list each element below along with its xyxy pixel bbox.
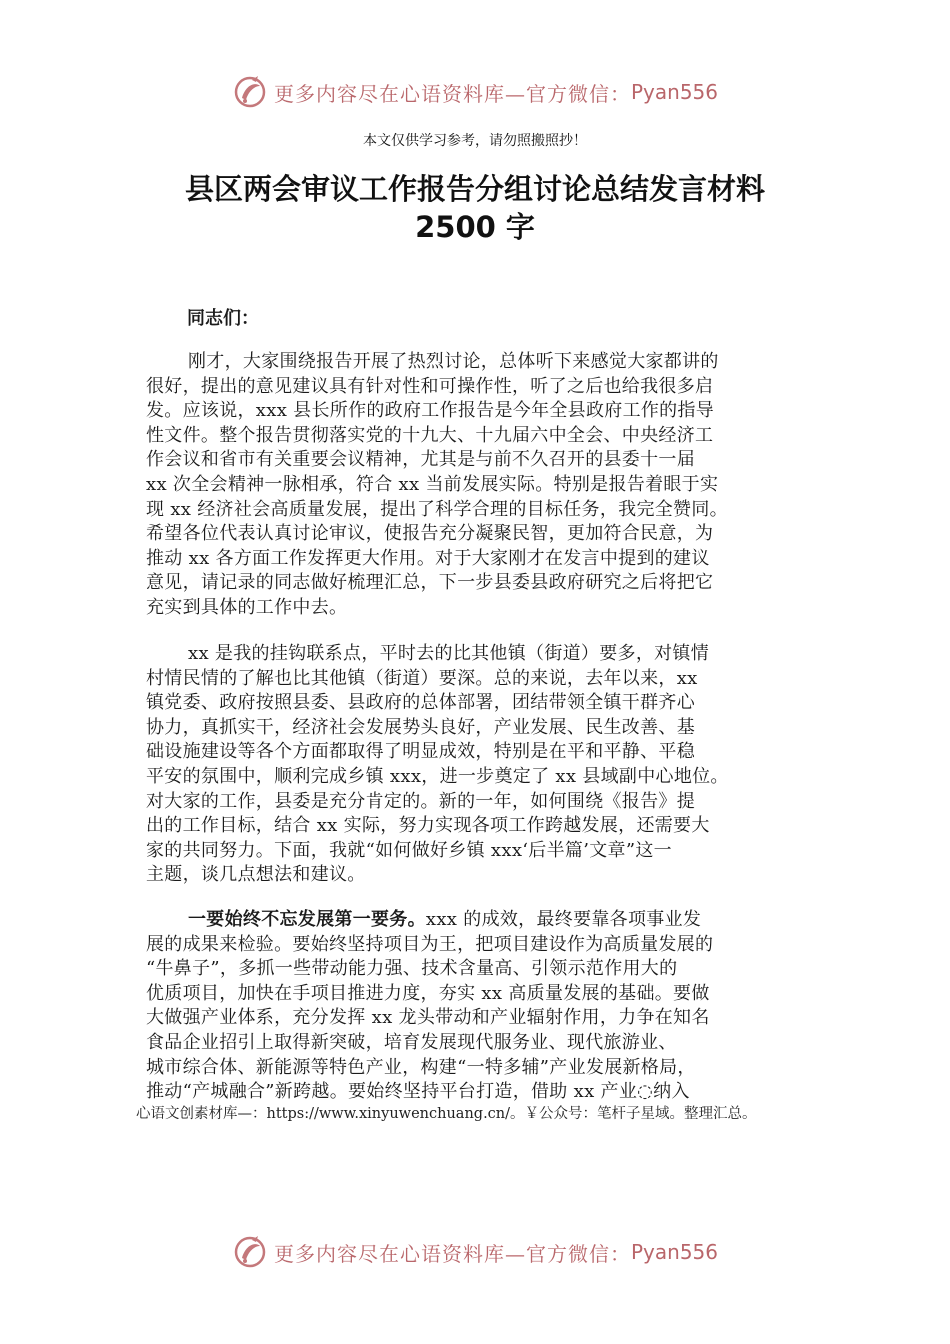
title-line-1: 县区两会审议工作报告分组讨论总结发言材料 (184, 172, 765, 206)
text-line: 食品企业招引上取得新突破，培育发展现代服务业、现代旅游业、 (146, 1031, 677, 1053)
text-line: 优质项目，加快在手项目推进力度，夯实 xx 高质量发展的基础。要做 (146, 982, 710, 1004)
section-heading: 一要始终不忘发展第一要务。 (188, 909, 426, 930)
text-line: 意见，请记录的同志做好梳理汇总，下一步县委县政府研究之后将把它 (146, 572, 714, 594)
salutation: 同志们： (187, 308, 259, 329)
bottom-banner (0, 1232, 950, 1272)
text-line: xx 次全会精神一脉相承，符合 xx 当前发展实际。特别是报告着眼于实 (146, 473, 719, 495)
text-line: 平安的氛围中，顺利完成乡镇 xxx，进一步奠定了 xx 县域副中心地位。 (146, 765, 729, 787)
text-line (146, 908, 806, 933)
paragraph-1 (146, 350, 806, 621)
text-line: “牛鼻子”，多抓一些带动能力强、技术含量高、引领示范作用大的 (146, 958, 678, 980)
text-line: 现 xx 经济社会高质量发展，提出了科学合理的目标任务，我完全赞同。 (146, 498, 728, 520)
source-line: 心语文创素材库—：https://www.xinyuwenchuang.cn/。￥公众号：笔杆子星域。整理汇总。 (136, 1106, 757, 1122)
text-line: 展的成果来检验。要始终坚持项目为王，把项目建设作为高质量发展的 (146, 933, 714, 955)
text-line: 性文件。整个报告贯彻落实党的十九大、十九届六中全会、中央经济工 (146, 424, 714, 446)
banner-text: 更多内容尽在心语资料库—官方微信： (273, 1241, 631, 1266)
paragraph-3 (146, 908, 806, 1105)
paragraph-2 (146, 642, 806, 888)
text-line: 镇党委、政府按照县委、县政府的总体部署，团结带领全镇干群齐心 (146, 692, 695, 714)
text-line: 刚才，大家围绕报告开展了热烈讨论，总体听下来感觉大家都讲的 (188, 351, 719, 372)
text-fragment: xxx 的成效，最终要靠各项事业发 (425, 909, 702, 930)
text-line: 主题，谈几点想法和建议。 (146, 864, 366, 886)
text-line: 础设施建设等各个方面都取得了明显成效，特别是在平和平静、平稳 (146, 741, 695, 763)
banner-text: 更多内容尽在心语资料库—官方微信： (273, 81, 631, 106)
top-banner (0, 72, 950, 112)
text-line: 出的工作目标，结合 xx 实际，努力实现各项工作跨越发展，还需要大 (146, 815, 710, 837)
text-line: 大做强产业体系，充分发挥 xx 龙头带动和产业辐射作用，力争在知名 (146, 1007, 710, 1029)
text-line: xx 是我的挂钩联系点，平时去的比其他镇（街道）要多，对镇情 (188, 643, 710, 664)
document-title (0, 170, 950, 246)
text-line: 城市综合体、新能源等特色产业，构建“一特多辅”产业发展新格局， (146, 1056, 696, 1078)
text-line: 很好，提出的意见建议具有针对性和可操作性，听了之后也给我很多启 (146, 375, 714, 397)
text-line: 希望各位代表认真讨论审议，使报告充分凝聚民智，更加符合民意，为 (146, 523, 714, 545)
text-line: 村情民情的了解也比其他镇（街道）要深。总的来说，去年以来，xx (146, 667, 698, 689)
text-line: 推动“产城融合”新跨越。要始终坚持平台打造，借助 xx 产业◌纳入 (146, 1081, 690, 1103)
copy-notice: 本文仅供学习参考，请勿照搬照抄！ (363, 133, 587, 149)
banner-wechat-id: Pyan556 (630, 1240, 718, 1264)
brand-logo-icon (232, 74, 268, 110)
text-line: 发。应该说，xxx 县长所作的政府工作报告是今年全县政府工作的指导 (146, 400, 715, 422)
text-line: 充实到具体的工作中去。 (146, 596, 348, 618)
brand-logo-icon (232, 1234, 268, 1270)
title-line-2: 2500 字 (415, 210, 535, 244)
text-line: 对大家的工作，县委是充分肯定的。新的一年，如何围绕《报告》提 (146, 790, 695, 812)
banner-wechat-id: Pyan556 (630, 80, 718, 104)
text-line: 作会议和省市有关重要会议精神，尤其是与前不久召开的县委十一届 (146, 449, 695, 471)
text-line: 推动 xx 各方面工作发挥更大作用。对于大家刚才在发言中提到的建议 (146, 547, 710, 569)
text-line: 家的共同努力。下面，我就“如何做好乡镇 xxx‘后半篇’文章”这一 (146, 839, 672, 861)
text-line: 协力，真抓实干，经济社会发展势头良好，产业发展、民生改善、基 (146, 716, 695, 738)
